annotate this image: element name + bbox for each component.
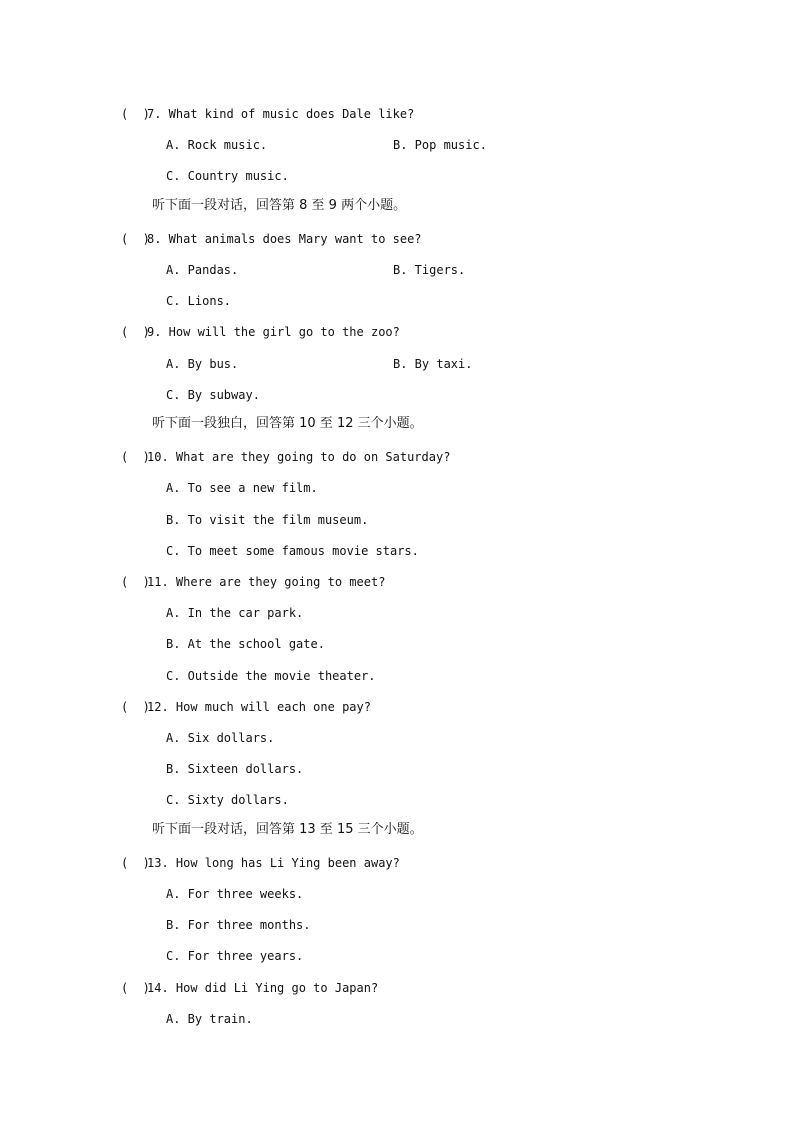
answer-blank[interactable]: ( ) bbox=[121, 450, 150, 465]
answer-option: B. Sixteen dollars. bbox=[166, 762, 304, 777]
answer-option: B. By taxi. bbox=[393, 356, 473, 371]
answer-option: B. To visit the film museum. bbox=[166, 512, 369, 527]
question-line bbox=[121, 855, 400, 871]
question-text: 9. How will the girl go to the zoo? bbox=[147, 325, 400, 340]
answer-blank[interactable]: ( ) bbox=[121, 575, 150, 589]
section-instruction: 听下面一段对话，回答第 8 至 9 两个小题。 bbox=[152, 197, 407, 213]
answer-option: A. By bus. bbox=[166, 356, 239, 371]
answer-option: B. At the school gate. bbox=[166, 637, 325, 652]
question-text: 10. What are they going to do on Saturday? bbox=[147, 450, 451, 465]
answer-option: A. Pandas. bbox=[166, 263, 239, 277]
question-line bbox=[121, 980, 378, 996]
answer-option: C. Outside the movie theater. bbox=[166, 668, 376, 683]
answer-option: C. Lions. bbox=[166, 294, 232, 309]
answer-option: A. By train. bbox=[166, 1011, 253, 1026]
question-line bbox=[121, 106, 414, 122]
answer-option: A. Six dollars. bbox=[166, 731, 275, 745]
answer-option: B. Tigers. bbox=[393, 263, 466, 277]
question-text: 11. Where are they going to meet? bbox=[147, 575, 386, 589]
question-text: 14. How did Li Ying go to Japan? bbox=[147, 980, 379, 995]
answer-option: A. To see a new film. bbox=[166, 481, 318, 496]
question-line bbox=[121, 574, 385, 590]
answer-blank[interactable]: ( ) bbox=[121, 980, 150, 995]
answer-option: C. By subway. bbox=[166, 387, 260, 402]
answer-blank[interactable]: ( ) bbox=[121, 855, 150, 870]
question-line bbox=[121, 449, 450, 465]
question-text: 7. What kind of music does Dale like? bbox=[147, 107, 415, 121]
question-line bbox=[121, 699, 371, 715]
answer-blank[interactable]: ( ) bbox=[121, 325, 150, 340]
question-text: 12. How much will each one pay? bbox=[147, 699, 371, 714]
answer-option: A. For three weeks. bbox=[166, 887, 304, 901]
answer-option: C. Sixty dollars. bbox=[166, 793, 289, 808]
answer-blank[interactable]: ( ) bbox=[121, 107, 150, 121]
question-text: 13. How long has Li Ying been away? bbox=[147, 855, 400, 870]
answer-option: B. Pop music. bbox=[393, 138, 487, 153]
answer-option: B. For three months. bbox=[166, 918, 311, 933]
question-line bbox=[121, 324, 400, 340]
question-line bbox=[121, 231, 422, 247]
answer-option: A. In the car park. bbox=[166, 606, 304, 621]
answer-option: A. Rock music. bbox=[166, 138, 268, 153]
answer-blank[interactable]: ( ) bbox=[121, 231, 150, 246]
question-text: 8. What animals does Mary want to see? bbox=[147, 231, 422, 246]
answer-option: C. For three years. bbox=[166, 949, 304, 964]
answer-option: C. To meet some famous movie stars. bbox=[166, 543, 419, 558]
answer-option: C. Country music. bbox=[166, 169, 289, 184]
section-instruction: 听下面一段对话，回答第 13 至 15 三个小题。 bbox=[152, 821, 423, 837]
answer-blank[interactable]: ( ) bbox=[121, 699, 150, 714]
section-instruction: 听下面一段独白，回答第 10 至 12 三个小题。 bbox=[152, 416, 423, 431]
